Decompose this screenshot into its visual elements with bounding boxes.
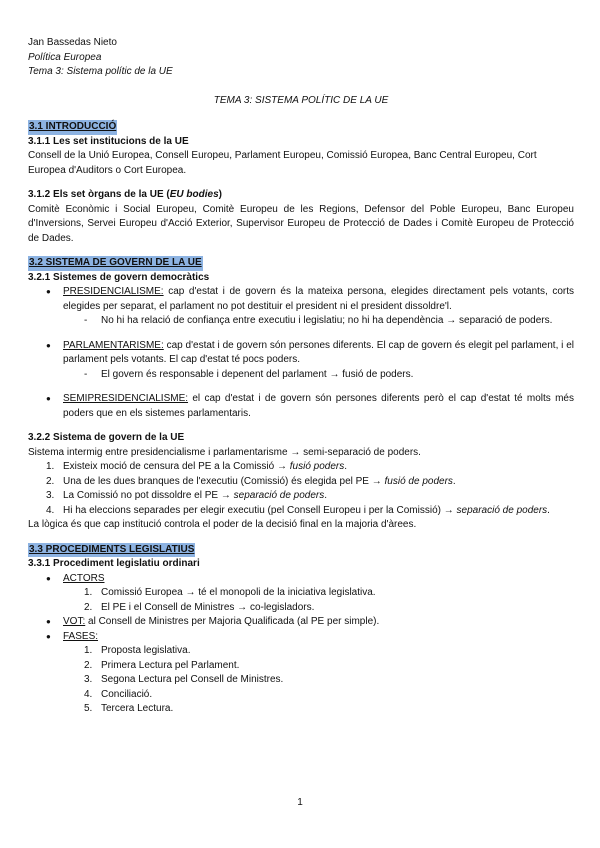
subsection-heading-3-1-2: 3.1.2 Els set òrgans de la UE (EU bodies)	[28, 189, 222, 200]
list-item: 5. Tercera Lectura.	[84, 703, 174, 714]
sub-item-parlamentarisme: - El govern és responsable i depenent del parlament → fusió de poders.	[28, 368, 574, 383]
document-page	[28, 36, 574, 717]
bodies-paragraph: Comitè Econòmic i Social Europeu, Comitè Europeu de les Regions, Defensor del Poble Europeu, Banc Europeu d'Inversions, Servei Europeu d'Acció Exterior, Supervisor Europeu de Protecció de Dades i Comitè Europeu de Protecció de Dades.	[28, 203, 574, 244]
list-item: 2. El PE i el Consell de Ministres → co-legisladors.	[84, 601, 315, 613]
page-number: 1	[297, 797, 303, 808]
list-item-parlamentarisme: ● PARLAMENTARISME: cap d'estat i de govern són persones diferents. El cap de govern és elegit pel parlament, i el parlament pels votants. El cap d'estat té pocs poders.	[28, 339, 574, 368]
list-item: 3. La Comissió no pot dissoldre el PE → separació de poders.	[46, 490, 328, 501]
document-title: TEMA 3: SISTEMA POLÍTIC DE LA UE	[213, 94, 389, 106]
topic-name: Tema 3: Sistema polític de la UE	[28, 66, 173, 77]
sub-item-presidencialisme: - No hi ha relació de confiança entre executiu i legislatiu; no hi ha dependència → separació de poders.	[28, 314, 574, 329]
subsection-heading-3-3-1: 3.3.1 Procediment legislatiu ordinari	[28, 558, 200, 569]
subsection-heading-3-2-1: 3.2.1 Sistemes de govern democràtics	[28, 271, 210, 283]
list-item: 1. Existeix moció de censura del PE a la Comissió → fusió poders.	[46, 461, 348, 472]
list-item-vot: ● VOT: al Consell de Ministres per Majoria Qualificada (al PE per simple).	[28, 615, 574, 630]
eu-system-conclusion: La lògica és que cap institució controla el poder de la decisió final en la majoria d'àrees.	[28, 519, 417, 530]
list-item-fases: ● FASES:	[28, 630, 574, 645]
list-item: 4. Hi ha eleccions separades per elegir executiu (pel Consell Europeu i per la Comissió) → separació de poders.	[46, 504, 550, 516]
list-item: 3. Segona Lectura pel Consell de Ministres.	[84, 674, 284, 685]
section-heading-3-2: 3.2 SISTEMA DE GOVERN DE LA UE	[28, 256, 203, 271]
list-item-actors: ● ACTORS	[28, 572, 574, 587]
list-item: 2. Primera Lectura pel Parlament.	[84, 659, 240, 671]
subsection-heading-3-2-2: 3.2.2 Sistema de govern de la UE	[28, 432, 185, 443]
list-item: 1. Comissió Europea → té el monopoli de la iniciativa legislativa.	[84, 587, 376, 598]
list-item: 2. Una de les dues branques de l'executiu (Comissió) és elegida pel PE → fusió de poders.	[46, 475, 456, 487]
course-name: Política Europea	[28, 51, 102, 63]
institutions-paragraph: Consell de la Unió Europea, Consell Europeu, Parlament Europeu, Comissió Europea, Banc Central Europeu, Cort Europea d'Auditors o Cort Europea.	[28, 150, 537, 176]
subsection-heading-3-1-1: 3.1.1 Les set institucions de la UE	[28, 135, 189, 147]
list-item-semipresidencialisme: ● SEMIPRESIDENCIALISME: el cap d'estat i de govern són persones diferents però el cap d'estat té molts més poders que en els sistemes parlamentaris.	[28, 392, 574, 421]
list-item: 1. Proposta legislativa.	[84, 645, 191, 656]
list-item: 4. Conciliació.	[84, 688, 153, 700]
document-header	[28, 36, 574, 80]
author-name: Jan Bassedas Nieto	[28, 37, 117, 48]
section-heading-3-1: 3.1 INTRODUCCIÓ	[28, 120, 117, 135]
list-item-presidencialisme: ● PRESIDENCIALISME: cap d'estat i de govern és la mateixa persona, elegides directament pels votants, corts elegides per separat, el parlament no pot destituir el president ni el president dissoldre'l.	[28, 285, 574, 314]
eu-system-intro: Sistema intermig entre presidencialisme i parlamentarisme → semi-separació de poders.	[28, 446, 421, 458]
section-heading-3-3: 3.3 PROCEDIMENTS LEGISLATIUS	[28, 543, 195, 558]
